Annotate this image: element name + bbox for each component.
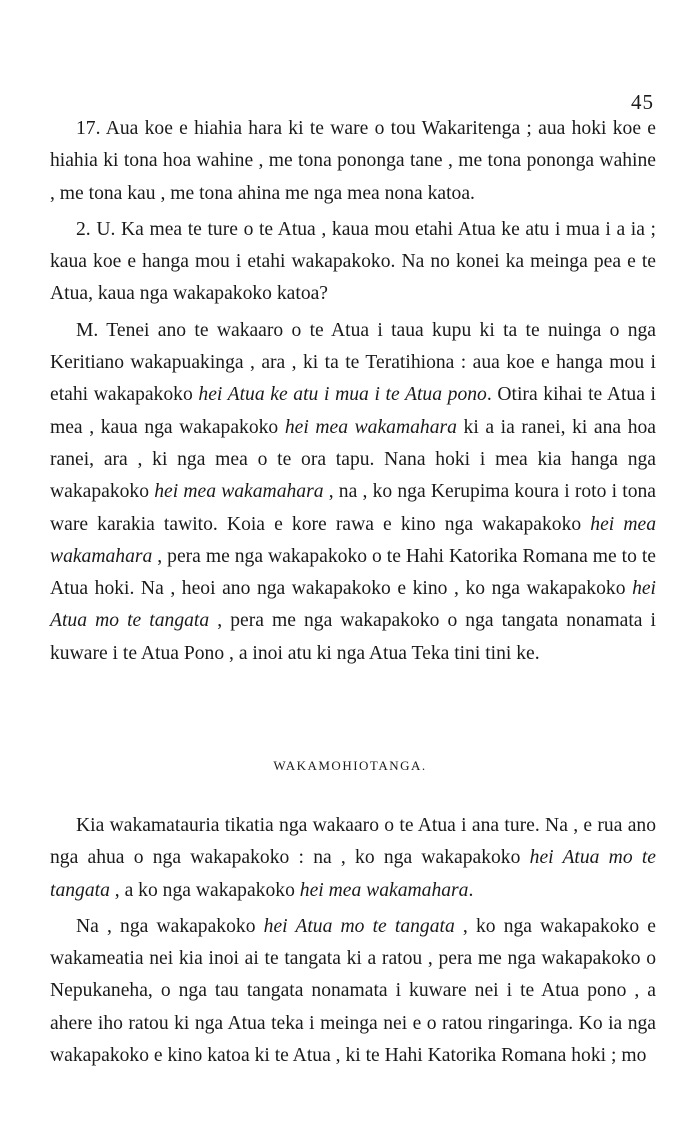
text-run: . Otira kihai te Atua i mea , kaua nga wakapakoko [50,384,656,438]
italic-phrase: hei Atua ke atu i mua i te Atua pono [198,384,487,406]
text-run: M. Tenei ano te wakaaro o te Atua i taua kupu ki ta te nuinga o nga Keritiano wakapuakinga , ara , ki ta te Teratihiona : aua koe e hanga mou i etahi wakapakoko [50,319,656,406]
body-paragraph [50,113,656,210]
body-paragraph [50,315,656,670]
italic-phrase: hei mea wakamahara [284,416,457,438]
section-heading: WAKAMOHIOTANGA. [273,758,427,773]
text-run: ki a ia ranei, ki ana hoa ranei, ara , ki nga mea o te ora tapu. Nana hoki i mea kia hanga nga wakapakoko [50,416,656,503]
italic-phrase: hei mea wakamahara [299,879,469,901]
body-paragraph [50,214,656,311]
text-run: Na , nga wakapakoko [76,915,264,937]
italic-phrase: hei Atua mo te tangata [50,578,656,632]
text-run: 2. U. Ka mea te ture o te Atua , kaua mou etahi Atua ke atu i mua i a ia ; kaua koe e hanga mou i etahi wakapakoko. Na no konei ka meinga pea e te Atua, kaua nga wakapakoko katoa? [50,218,656,305]
text-run: , ko nga wakapakoko e wakameatia nei kia inoi ai te tangata ki a ratou , pera me nga wakapakoko o Nepukaneha, o nga tau tangata nonamata i kuware nei i te Atua pono , a ahere iho ratou ki nga Atua teka i meinga nei e o ratou ringaringa. Ko ia nga wakapakoko e kino katoa ki te Atua , ki te Hahi Katorika Romana hoki ; mo [50,915,656,1067]
text-run: , pera me nga wakapakoko o te Hahi Katorika Romana me to te Atua hoki. Na , heoi ano nga wakapakoko e kino , ko nga wakapakoko [50,545,656,600]
text-run: , pera me nga wakapakoko o nga tangata nonamata i kuware i te Atua Pono , a inoi atu ki nga Atua Teka tini tini ke. [50,610,656,664]
bottom-text-block [50,810,656,1076]
text-run: , na , ko nga Kerupima koura i roto i tona ware karakia tawito. Koia e kore rawa e kino nga wakapakoko [50,481,656,535]
body-paragraph [50,911,656,1072]
italic-phrase: hei mea wakamahara [154,481,324,503]
italic-phrase: hei mea wakamahara [50,513,656,567]
italic-phrase: hei Atua mo te tangata [50,847,657,901]
text-run: Kia wakamatauria tikatia nga wakaaro o te Atua i ana ture. Na , e rua ano nga ahua o nga wakapakoko : na , ko nga wakapakoko [50,815,656,869]
text-run: 17. Aua koe e hiahia hara ki te ware o tou Wakaritenga ; aua hoki koe e hiahia ki tona hoa wahine , me tona pononga tane , me tona pononga wahine , me tona kau , me tona ahina me nga mea nona katoa. [50,118,656,204]
page-number: 45 [631,90,654,114]
text-run: , a ko nga wakapakoko [109,879,300,901]
text-run: . [468,879,474,901]
top-text-block [50,113,656,674]
italic-phrase: hei Atua mo te tangata [263,915,455,937]
body-paragraph [50,810,656,907]
